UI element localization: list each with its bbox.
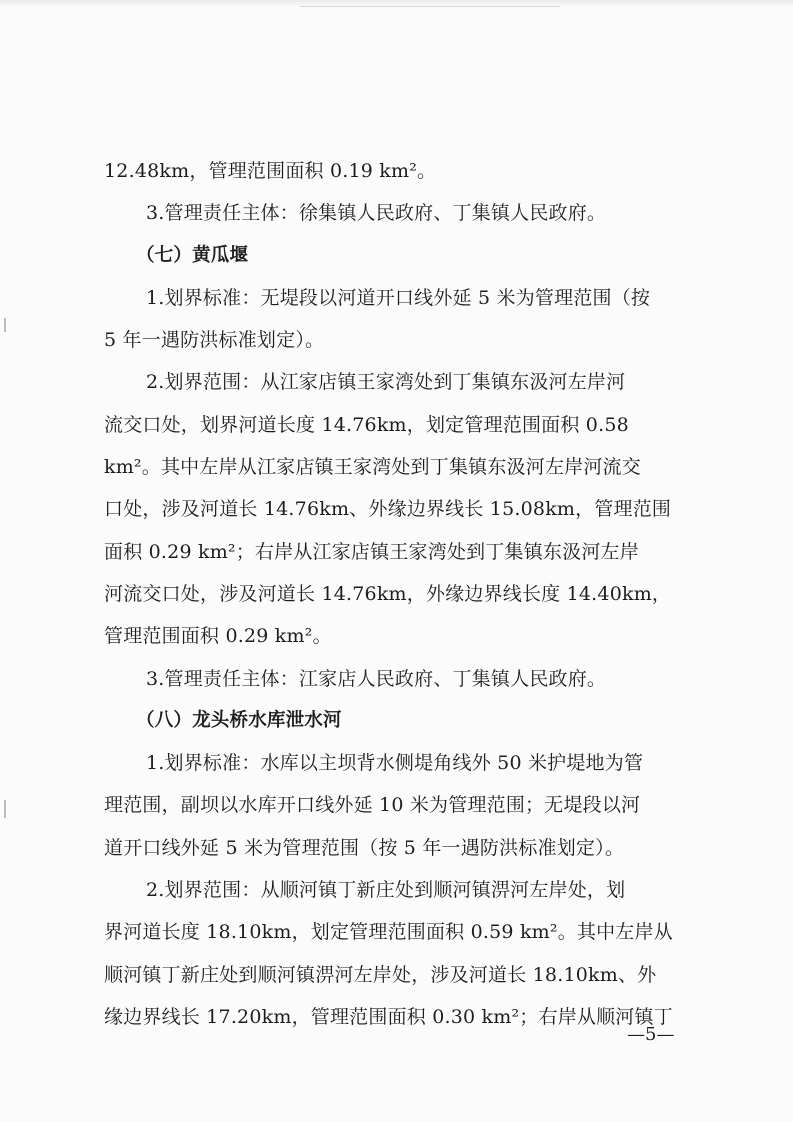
section-heading: （八）龙头桥水库泄水河 [136, 709, 342, 731]
body-line: 道开口线外延 5 米为管理范围（按 5 年一遇防洪标准划定）。 [104, 836, 625, 859]
body-line: 界河道长度 18.10km，划定管理范围面积 0.59 km²。其中左岸从 [104, 921, 673, 944]
body-line: km²。其中左岸从江家店镇王家湾处到丁集镇东汲河左岸河流交 [104, 456, 641, 479]
body-line: 管理范围面积 0.29 km²。 [104, 625, 332, 648]
body-line: 理范围，副坝以水库开口线外延 10 米为管理范围；无堤段以河 [104, 794, 641, 817]
body-line: 1.划界标准：无堤段以河道开口线外延 5 米为管理范围（按 [146, 286, 651, 309]
body-line: 顺河镇丁新庄处到顺河镇淠河左岸处，涉及河道长 18.10km、外 [104, 963, 657, 986]
body-line: 口处，涉及河道长 14.76km、外缘边界线长 15.08km，管理范围 [104, 498, 672, 521]
scan-artifact-line [300, 6, 560, 7]
body-line: 流交口处，划界河道长度 14.76km，划定管理范围面积 0.58 [104, 413, 629, 436]
body-line: 河流交口处，涉及河道长 14.76km，外缘边界线长度 14.40km， [104, 582, 672, 605]
document-body [104, 150, 690, 1038]
body-line: 缘边界线长 17.20km，管理范围面积 0.30 km²；右岸从顺河镇丁 [104, 1005, 673, 1028]
body-line: 1.划界标准：水库以主坝背水侧堤角线外 50 米护堤地为管 [146, 752, 644, 775]
body-line: 2.划界范围：从江家店镇王家湾处到丁集镇东汲河左岸河 [146, 371, 626, 394]
body-line: 3.管理责任主体：徐集镇人民政府、丁集镇人民政府。 [146, 202, 607, 225]
body-line: 5 年一遇防洪标准划定）。 [104, 329, 325, 352]
scan-artifact-mark [4, 800, 6, 818]
scan-artifact-mark [4, 318, 6, 332]
body-line: 3.管理责任主体：江家店人民政府、丁集镇人民政府。 [146, 667, 607, 690]
page-number: —5— [627, 1024, 675, 1045]
body-line: 12.48km，管理范围面积 0.19 km²。 [104, 160, 437, 182]
body-line: 面积 0.29 km²；右岸从江家店镇王家湾处到丁集镇东汲河左岸 [104, 540, 639, 563]
body-line: 2.划界范围：从顺河镇丁新庄处到顺河镇淠河左岸处，划 [146, 879, 626, 902]
section-heading: （七）黄瓜堰 [136, 244, 249, 266]
